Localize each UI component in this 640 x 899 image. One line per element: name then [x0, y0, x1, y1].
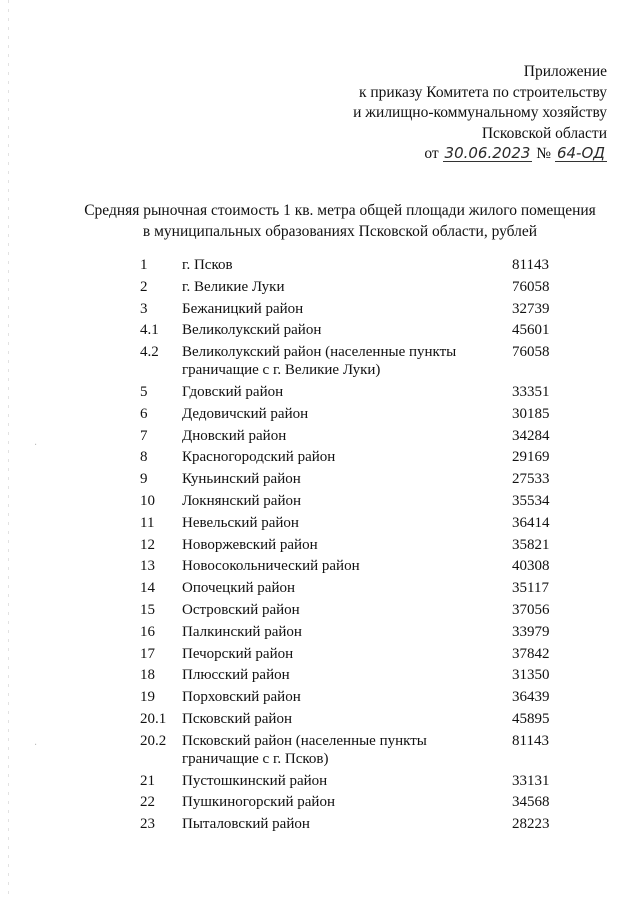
row-number: 19: [140, 689, 155, 706]
table-row: [140, 427, 560, 445]
handwritten-number: 64-ОД: [556, 144, 605, 162]
number-sign: №: [536, 145, 552, 162]
price-value: 30185: [512, 405, 550, 422]
municipality-name: г. Псков: [182, 257, 233, 273]
price-value: 37842: [512, 645, 550, 662]
price-value: 45601: [512, 322, 550, 339]
row-number: 18: [140, 667, 155, 684]
price-value: 35117: [512, 580, 549, 597]
municipality-name: Пушкиногорский район: [182, 794, 335, 811]
row-number: 4.2: [140, 344, 159, 361]
row-number: 20.2: [140, 732, 167, 749]
handwritten-date: 30.06.2023: [444, 144, 531, 162]
table-row: [140, 793, 560, 811]
municipality-name: Порховский район: [182, 689, 301, 706]
row-number: 16: [140, 623, 155, 640]
price-value: 31350: [512, 667, 550, 684]
municipality-name: Пыталовский район: [182, 816, 310, 833]
municipality-name: Невельский район: [182, 514, 299, 531]
price-value: 76058: [512, 344, 550, 361]
row-number: 6: [140, 405, 148, 422]
appendix-header: [353, 62, 607, 165]
row-number: 17: [140, 645, 155, 662]
municipality-name: Псковский район: [182, 710, 292, 727]
table-row: [140, 514, 560, 532]
municipality-name: Печорский район: [182, 645, 294, 662]
table-row: [140, 256, 560, 274]
table-row: [140, 492, 560, 510]
municipality-name: Бежаницкий район: [182, 300, 304, 317]
municipality-name: Гдовский район: [182, 383, 284, 400]
price-value: 33131: [512, 772, 550, 789]
table-row: [140, 470, 560, 488]
municipality-name: Великолукский район (населенные пункты граничащие с г. Великие Луки): [182, 344, 457, 379]
table-row: [140, 536, 560, 554]
price-value: 32739: [512, 300, 550, 317]
price-value: 76058: [512, 278, 550, 295]
row-number: 7: [140, 427, 148, 444]
municipality-name: Псковский район (населенные пункты граничащие с г. Псков): [182, 732, 427, 767]
table-row: [140, 557, 560, 575]
row-number: 9: [140, 471, 148, 488]
row-number: 2: [140, 278, 148, 295]
price-value: 81143: [512, 257, 549, 273]
price-value: 36414: [512, 514, 550, 531]
table-row: [140, 579, 560, 597]
appendix-line: к приказу Комитета по строительству: [358, 83, 607, 101]
row-number: 20.1: [140, 710, 167, 727]
price-value: 81143: [512, 732, 549, 749]
scan-speck: ·: [34, 440, 38, 451]
municipality-name: Пустошкинский район: [182, 772, 328, 789]
table-row: [140, 772, 560, 790]
row-number: 5: [140, 383, 148, 400]
municipality-name: Новосокольнический район: [182, 558, 360, 575]
municipality-name: Локнянский район: [182, 492, 302, 509]
table-row: [140, 666, 560, 684]
order-date-line: [353, 144, 607, 165]
municipality-name: Островский район: [182, 601, 300, 618]
municipality-name: Опочецкий район: [182, 580, 296, 597]
price-value: 45895: [512, 710, 550, 727]
table-row: [140, 300, 560, 318]
price-value: 33351: [512, 383, 550, 400]
row-number: 22: [140, 794, 155, 811]
price-value: 37056: [512, 601, 550, 618]
table-row: [140, 321, 560, 339]
scan-speck: ·: [34, 740, 38, 751]
price-value: 29169: [512, 449, 550, 466]
table-row: [140, 383, 560, 401]
table-row: [140, 623, 560, 641]
row-number: 11: [140, 514, 155, 531]
table-row: [140, 710, 560, 728]
table-row: [140, 601, 560, 619]
appendix-line: и жилищно-коммунальному хозяйству: [353, 104, 607, 121]
price-value: 35534: [512, 492, 550, 509]
municipality-name: Палкинский район: [182, 623, 302, 640]
row-number: 15: [140, 601, 155, 618]
table-row: [140, 278, 560, 296]
table-row: [140, 343, 560, 379]
price-value: 35821: [512, 536, 550, 553]
document-title: [60, 200, 620, 242]
municipality-name: Великолукский район: [182, 322, 322, 339]
row-number: 12: [140, 536, 155, 553]
price-value: 34284: [512, 427, 550, 444]
municipality-name: Дновский район: [182, 427, 287, 444]
municipality-name: Красногородский район: [182, 449, 336, 466]
table-row: [140, 815, 560, 833]
row-number: 23: [140, 816, 155, 833]
table-row: [140, 448, 560, 466]
municipality-name: Куньинский район: [182, 471, 301, 488]
municipality-name: Плюсский район: [182, 667, 290, 684]
date-prefix: от: [424, 145, 439, 162]
appendix-line: Псковской области: [481, 124, 607, 142]
title-line-1: Средняя рыночная стоимость 1 кв. метра общей площади жилого помещения: [84, 202, 596, 219]
scan-edge-artifact: [8, 0, 9, 899]
price-value: 36439: [512, 689, 550, 706]
price-value: 40308: [512, 558, 550, 575]
row-number: 3: [140, 300, 148, 317]
price-value: 34568: [512, 794, 550, 811]
row-number: 10: [140, 492, 155, 509]
municipality-name: г. Великие Луки: [182, 278, 285, 295]
table-row: [140, 688, 560, 706]
table-row: [140, 732, 560, 768]
price-value: 28223: [512, 816, 550, 833]
price-value: 33979: [512, 623, 550, 640]
price-table: [140, 256, 560, 837]
table-row: [140, 645, 560, 663]
table-row: [140, 405, 560, 423]
municipality-name: Дедовичский район: [182, 405, 309, 422]
row-number: 1: [140, 257, 148, 273]
appendix-line: Приложение: [523, 63, 607, 80]
row-number: 14: [140, 580, 155, 597]
row-number: 21: [140, 772, 155, 789]
row-number: 13: [140, 558, 155, 575]
title-line-2: в муниципальных образованиях Псковской области, рублей: [142, 223, 538, 240]
row-number: 4.1: [140, 322, 159, 339]
price-value: 27533: [512, 471, 550, 488]
municipality-name: Новоржевский район: [182, 536, 318, 553]
row-number: 8: [140, 449, 148, 466]
